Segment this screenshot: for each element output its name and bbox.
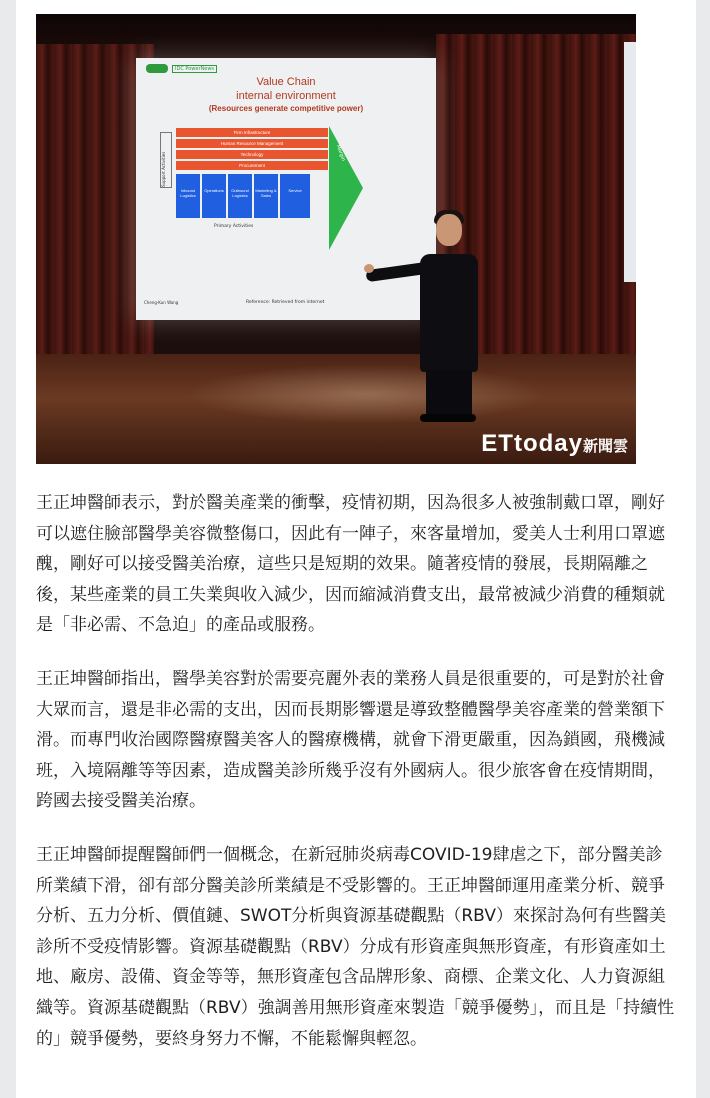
speaker-hand — [364, 264, 374, 273]
primary-activities-label: Primary Activities — [214, 224, 254, 229]
slide-title: Value Chain — [256, 76, 316, 88]
slide-subtitle: internal environment — [236, 90, 336, 102]
support-bar: Procurement — [176, 161, 328, 170]
article-card — [16, 0, 696, 1098]
primary-box: Service — [280, 174, 310, 218]
article-photo[interactable] — [36, 14, 636, 464]
margin-arrow-icon — [329, 126, 363, 250]
article-paragraph: 王正坤醫師指出，醫學美容對於需要亮麗外表的業務人員是很重要的，可是對於社會大眾而言，還是非必需的支出，因而長期影響還是導致整體醫學美容產業的營業額下滑。而專門收治國際醫療醫美客人的醫療機構，就會下滑更嚴重，因為鎖國，飛機減班，入境隔離等等因素，造成醫美診所幾乎沒有外國病人。很少旅客會在疫情期間，跨國去接受醫美治療。 — [36, 668, 665, 812]
value-chain-diagram — [161, 126, 378, 254]
primary-box: Operations — [202, 174, 226, 218]
speaker-head — [436, 214, 462, 246]
margin-label: Margin — [334, 143, 347, 163]
support-bar: Human Resource Management — [176, 139, 328, 148]
ettoday-watermark — [481, 430, 628, 458]
side-projection-screen — [624, 42, 636, 282]
watermark-brand-zh: 新聞雲 — [582, 438, 628, 455]
watermark-brand: ETtoday — [481, 430, 583, 457]
primary-box: Marketing & Sales — [254, 174, 278, 218]
article-body — [36, 488, 678, 1054]
slide-caption: (Resources generate competitive power) — [208, 104, 364, 113]
primary-box: Outbound Logistics — [228, 174, 252, 218]
slide-footer-author: Cheng-Kun Wang — [144, 300, 179, 305]
floor-reflection — [186, 364, 546, 424]
article-paragraph: 王正坤醫師提醒醫師們一個概念，在新冠肺炎病毒COVID-19肆虐之下，部分醫美診所業績下滑，卻有部分醫美診所業績是不受影響的。王正坤醫師運用產業分析、競爭分析、五力分析、價值鏈、SWOT分析與資源基礎觀點（RBV）來探討為何有些醫美診所不受疫情影響。資源基礎觀點（RBV）分成有形資產與無形資產，有形資產如土地、廠房、設備、資金等等，無形資產包含品牌形象、商標、企業文化、人力資源組織等。資源基礎觀點（RBV）強調善用無形資產來製造「競爭優勢」，而且是「持續性的」競爭優勢，要終身努力不懈，不能鬆懈與輕忽。 — [36, 844, 675, 1049]
support-bar: Technology — [176, 150, 328, 159]
slide-logo — [146, 64, 168, 73]
slide-footer-reference: Reference: Retrieved from internet — [246, 300, 325, 305]
support-bar: Firm Infrastructure — [176, 128, 328, 137]
speaker-shoes — [420, 414, 476, 422]
speaker-legs — [426, 370, 472, 420]
support-activities-label: Support Activities — [160, 132, 172, 188]
speaker-body — [420, 254, 478, 372]
projection-screen — [136, 58, 436, 320]
article-paragraph: 王正坤醫師表示，對於醫美產業的衝擊，疫情初期，因為很多人被強制戴口罩，剛好可以遮住臉部醫學美容微整傷口，因此有一陣子，來客量增加，愛美人士利用口罩遮醜，剛好可以接受醫美治療，這些只是短期的效果。隨著疫情的發展，長期隔離之後，某些產業的員工失業與收入減少，因而縮減消費支出，最常被減少消費的種類就是「非必需、不急迫」的產品或服務。 — [36, 493, 665, 636]
slide-tag: IDC PowerNews — [172, 65, 217, 73]
primary-box: Inbound Logistics — [176, 174, 200, 218]
